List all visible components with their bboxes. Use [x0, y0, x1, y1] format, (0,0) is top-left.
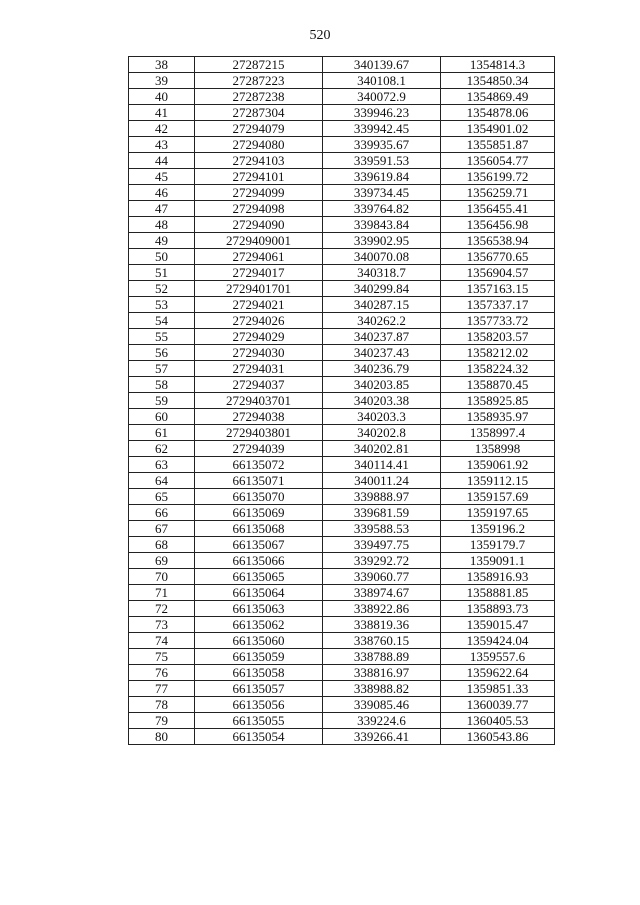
table-row	[129, 569, 555, 585]
row-index-cell: 54	[129, 313, 195, 329]
row-index-cell: 71	[129, 585, 195, 601]
table-row	[129, 153, 555, 169]
table-row	[129, 201, 555, 217]
x-coordinate-cell: 340108.1	[323, 73, 441, 89]
parcel-id-cell: 27294061	[195, 249, 323, 265]
table-row	[129, 425, 555, 441]
table-row	[129, 265, 555, 281]
table-row	[129, 633, 555, 649]
x-coordinate-cell: 339497.75	[323, 537, 441, 553]
table-row	[129, 377, 555, 393]
x-coordinate-cell: 339942.45	[323, 121, 441, 137]
y-coordinate-cell: 1356538.94	[441, 233, 555, 249]
row-index-cell: 43	[129, 137, 195, 153]
y-coordinate-cell: 1357733.72	[441, 313, 555, 329]
x-coordinate-cell: 340011.24	[323, 473, 441, 489]
row-index-cell: 67	[129, 521, 195, 537]
parcel-id-cell: 27294021	[195, 297, 323, 313]
parcel-id-cell: 27294031	[195, 361, 323, 377]
parcel-id-cell: 27287238	[195, 89, 323, 105]
x-coordinate-cell: 339591.53	[323, 153, 441, 169]
y-coordinate-cell: 1359557.6	[441, 649, 555, 665]
y-coordinate-cell: 1355851.87	[441, 137, 555, 153]
table-row	[129, 617, 555, 633]
y-coordinate-cell: 1359091.1	[441, 553, 555, 569]
x-coordinate-cell: 340318.7	[323, 265, 441, 281]
x-coordinate-cell: 338922.86	[323, 601, 441, 617]
table-row	[129, 697, 555, 713]
parcel-id-cell: 66135056	[195, 697, 323, 713]
y-coordinate-cell: 1358916.93	[441, 569, 555, 585]
y-coordinate-cell: 1359197.65	[441, 505, 555, 521]
x-coordinate-cell: 340236.79	[323, 361, 441, 377]
x-coordinate-cell: 339085.46	[323, 697, 441, 713]
row-index-cell: 59	[129, 393, 195, 409]
table-row	[129, 681, 555, 697]
table-row	[129, 665, 555, 681]
y-coordinate-cell: 1360543.86	[441, 729, 555, 745]
table-row	[129, 361, 555, 377]
table-row	[129, 185, 555, 201]
table-row	[129, 313, 555, 329]
y-coordinate-cell: 1358998	[441, 441, 555, 457]
parcel-id-cell: 66135071	[195, 473, 323, 489]
table-row	[129, 89, 555, 105]
y-coordinate-cell: 1354869.49	[441, 89, 555, 105]
table-row	[129, 105, 555, 121]
x-coordinate-cell: 339292.72	[323, 553, 441, 569]
x-coordinate-cell: 340202.81	[323, 441, 441, 457]
row-index-cell: 58	[129, 377, 195, 393]
row-index-cell: 75	[129, 649, 195, 665]
coordinates-table	[128, 56, 555, 745]
x-coordinate-cell: 339060.77	[323, 569, 441, 585]
parcel-id-cell: 27294038	[195, 409, 323, 425]
x-coordinate-cell: 340262.2	[323, 313, 441, 329]
table-row	[129, 585, 555, 601]
x-coordinate-cell: 338974.67	[323, 585, 441, 601]
parcel-id-cell: 27294090	[195, 217, 323, 233]
table-row	[129, 57, 555, 73]
y-coordinate-cell: 1359015.47	[441, 617, 555, 633]
parcel-id-cell: 66135059	[195, 649, 323, 665]
y-coordinate-cell: 1354814.3	[441, 57, 555, 73]
x-coordinate-cell: 339681.59	[323, 505, 441, 521]
table-row	[129, 489, 555, 505]
y-coordinate-cell: 1360039.77	[441, 697, 555, 713]
y-coordinate-cell: 1358893.73	[441, 601, 555, 617]
row-index-cell: 49	[129, 233, 195, 249]
y-coordinate-cell: 1358881.85	[441, 585, 555, 601]
x-coordinate-cell: 339734.45	[323, 185, 441, 201]
x-coordinate-cell: 340072.9	[323, 89, 441, 105]
x-coordinate-cell: 339946.23	[323, 105, 441, 121]
row-index-cell: 48	[129, 217, 195, 233]
parcel-id-cell: 27294039	[195, 441, 323, 457]
y-coordinate-cell: 1354850.34	[441, 73, 555, 89]
table-row	[129, 345, 555, 361]
y-coordinate-cell: 1356455.41	[441, 201, 555, 217]
table-row	[129, 537, 555, 553]
x-coordinate-cell: 338819.36	[323, 617, 441, 633]
table-row	[129, 553, 555, 569]
row-index-cell: 64	[129, 473, 195, 489]
parcel-id-cell: 66135066	[195, 553, 323, 569]
parcel-id-cell: 66135068	[195, 521, 323, 537]
y-coordinate-cell: 1358925.85	[441, 393, 555, 409]
y-coordinate-cell: 1359157.69	[441, 489, 555, 505]
parcel-id-cell: 27294026	[195, 313, 323, 329]
parcel-id-cell: 66135067	[195, 537, 323, 553]
table-row	[129, 601, 555, 617]
row-index-cell: 44	[129, 153, 195, 169]
y-coordinate-cell: 1360405.53	[441, 713, 555, 729]
x-coordinate-cell: 340070.08	[323, 249, 441, 265]
row-index-cell: 56	[129, 345, 195, 361]
table-row	[129, 521, 555, 537]
table-row	[129, 457, 555, 473]
parcel-id-cell: 2729403801	[195, 425, 323, 441]
row-index-cell: 69	[129, 553, 195, 569]
row-index-cell: 80	[129, 729, 195, 745]
parcel-id-cell: 66135064	[195, 585, 323, 601]
parcel-id-cell: 66135055	[195, 713, 323, 729]
row-index-cell: 42	[129, 121, 195, 137]
row-index-cell: 72	[129, 601, 195, 617]
row-index-cell: 38	[129, 57, 195, 73]
row-index-cell: 51	[129, 265, 195, 281]
y-coordinate-cell: 1356904.57	[441, 265, 555, 281]
parcel-id-cell: 2729401701	[195, 281, 323, 297]
page-number: 520	[309, 28, 331, 43]
parcel-id-cell: 27294037	[195, 377, 323, 393]
row-index-cell: 78	[129, 697, 195, 713]
row-index-cell: 62	[129, 441, 195, 457]
y-coordinate-cell: 1358203.57	[441, 329, 555, 345]
y-coordinate-cell: 1356199.72	[441, 169, 555, 185]
x-coordinate-cell: 340299.84	[323, 281, 441, 297]
parcel-id-cell: 27294079	[195, 121, 323, 137]
table-row	[129, 297, 555, 313]
x-coordinate-cell: 340237.43	[323, 345, 441, 361]
y-coordinate-cell: 1359112.15	[441, 473, 555, 489]
x-coordinate-cell: 339764.82	[323, 201, 441, 217]
parcel-id-cell: 66135072	[195, 457, 323, 473]
y-coordinate-cell: 1358224.32	[441, 361, 555, 377]
parcel-id-cell: 2729403701	[195, 393, 323, 409]
x-coordinate-cell: 339588.53	[323, 521, 441, 537]
row-index-cell: 39	[129, 73, 195, 89]
parcel-id-cell: 66135060	[195, 633, 323, 649]
row-index-cell: 76	[129, 665, 195, 681]
table-row	[129, 409, 555, 425]
y-coordinate-cell: 1358870.45	[441, 377, 555, 393]
row-index-cell: 46	[129, 185, 195, 201]
parcel-id-cell: 66135065	[195, 569, 323, 585]
row-index-cell: 68	[129, 537, 195, 553]
parcel-id-cell: 66135057	[195, 681, 323, 697]
table-row	[129, 329, 555, 345]
x-coordinate-cell: 339619.84	[323, 169, 441, 185]
y-coordinate-cell: 1357163.15	[441, 281, 555, 297]
y-coordinate-cell: 1359179.7	[441, 537, 555, 553]
parcel-id-cell: 27294098	[195, 201, 323, 217]
x-coordinate-cell: 338988.82	[323, 681, 441, 697]
table-row	[129, 713, 555, 729]
parcel-id-cell: 66135058	[195, 665, 323, 681]
row-index-cell: 40	[129, 89, 195, 105]
row-index-cell: 66	[129, 505, 195, 521]
x-coordinate-cell: 340203.38	[323, 393, 441, 409]
table-row	[129, 729, 555, 745]
table-row	[129, 393, 555, 409]
y-coordinate-cell: 1359851.33	[441, 681, 555, 697]
parcel-id-cell: 27294101	[195, 169, 323, 185]
table-row	[129, 473, 555, 489]
row-index-cell: 57	[129, 361, 195, 377]
row-index-cell: 53	[129, 297, 195, 313]
parcel-id-cell: 27287304	[195, 105, 323, 121]
table-row	[129, 249, 555, 265]
parcel-id-cell: 2729409001	[195, 233, 323, 249]
parcel-id-cell: 27287215	[195, 57, 323, 73]
row-index-cell: 74	[129, 633, 195, 649]
table-row	[129, 441, 555, 457]
y-coordinate-cell: 1359424.04	[441, 633, 555, 649]
table-row	[129, 73, 555, 89]
row-index-cell: 60	[129, 409, 195, 425]
y-coordinate-cell: 1356259.71	[441, 185, 555, 201]
table-row	[129, 505, 555, 521]
row-index-cell: 41	[129, 105, 195, 121]
x-coordinate-cell: 340237.87	[323, 329, 441, 345]
parcel-id-cell: 27294029	[195, 329, 323, 345]
y-coordinate-cell: 1357337.17	[441, 297, 555, 313]
parcel-id-cell: 27294017	[195, 265, 323, 281]
table-row	[129, 233, 555, 249]
table-body	[129, 57, 555, 745]
x-coordinate-cell: 339266.41	[323, 729, 441, 745]
parcel-id-cell: 27287223	[195, 73, 323, 89]
row-index-cell: 47	[129, 201, 195, 217]
parcel-id-cell: 66135063	[195, 601, 323, 617]
row-index-cell: 45	[129, 169, 195, 185]
table-row	[129, 649, 555, 665]
table-row	[129, 217, 555, 233]
table-row	[129, 169, 555, 185]
row-index-cell: 79	[129, 713, 195, 729]
row-index-cell: 63	[129, 457, 195, 473]
x-coordinate-cell: 338788.89	[323, 649, 441, 665]
y-coordinate-cell: 1356456.98	[441, 217, 555, 233]
x-coordinate-cell: 339902.95	[323, 233, 441, 249]
y-coordinate-cell: 1356770.65	[441, 249, 555, 265]
row-index-cell: 73	[129, 617, 195, 633]
row-index-cell: 70	[129, 569, 195, 585]
parcel-id-cell: 27294080	[195, 137, 323, 153]
x-coordinate-cell: 339843.84	[323, 217, 441, 233]
parcel-id-cell: 66135069	[195, 505, 323, 521]
x-coordinate-cell: 338760.15	[323, 633, 441, 649]
x-coordinate-cell: 340139.67	[323, 57, 441, 73]
table-row	[129, 137, 555, 153]
coordinates-table-container	[128, 56, 554, 745]
y-coordinate-cell: 1358935.97	[441, 409, 555, 425]
parcel-id-cell: 27294030	[195, 345, 323, 361]
row-index-cell: 61	[129, 425, 195, 441]
parcel-id-cell: 66135062	[195, 617, 323, 633]
x-coordinate-cell: 338816.97	[323, 665, 441, 681]
x-coordinate-cell: 340287.15	[323, 297, 441, 313]
parcel-id-cell: 27294103	[195, 153, 323, 169]
parcel-id-cell: 66135070	[195, 489, 323, 505]
row-index-cell: 65	[129, 489, 195, 505]
table-row	[129, 121, 555, 137]
x-coordinate-cell: 339888.97	[323, 489, 441, 505]
x-coordinate-cell: 339935.67	[323, 137, 441, 153]
row-index-cell: 50	[129, 249, 195, 265]
y-coordinate-cell: 1358997.4	[441, 425, 555, 441]
x-coordinate-cell: 340114.41	[323, 457, 441, 473]
y-coordinate-cell: 1356054.77	[441, 153, 555, 169]
row-index-cell: 55	[129, 329, 195, 345]
y-coordinate-cell: 1359061.92	[441, 457, 555, 473]
y-coordinate-cell: 1354901.02	[441, 121, 555, 137]
row-index-cell: 52	[129, 281, 195, 297]
row-index-cell: 77	[129, 681, 195, 697]
table-row	[129, 281, 555, 297]
y-coordinate-cell: 1359622.64	[441, 665, 555, 681]
y-coordinate-cell: 1354878.06	[441, 105, 555, 121]
y-coordinate-cell: 1358212.02	[441, 345, 555, 361]
y-coordinate-cell: 1359196.2	[441, 521, 555, 537]
x-coordinate-cell: 340203.85	[323, 377, 441, 393]
parcel-id-cell: 66135054	[195, 729, 323, 745]
x-coordinate-cell: 340203.3	[323, 409, 441, 425]
x-coordinate-cell: 339224.6	[323, 713, 441, 729]
x-coordinate-cell: 340202.8	[323, 425, 441, 441]
parcel-id-cell: 27294099	[195, 185, 323, 201]
